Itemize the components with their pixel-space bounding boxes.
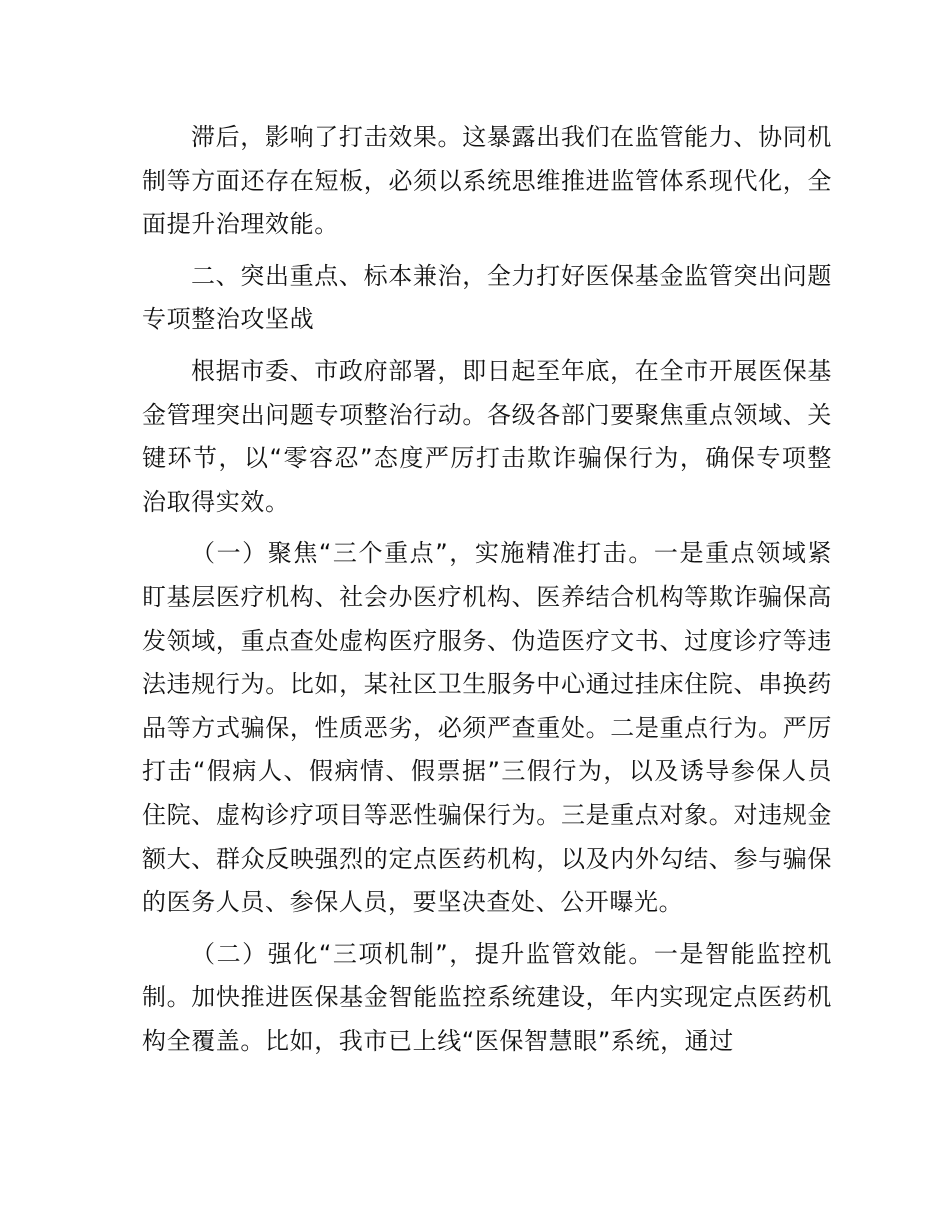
document-body	[142, 116, 832, 1063]
paragraph-deployment: 根据市委、市政府部署，即日起至年底，在全市开展医保基金管理突出问题专项整治行动。各级各部门要聚焦重点领域、关键环节，以“零容忍”态度严厉打击欺诈骗保行为，确保专项整治取得实效。	[142, 356, 832, 516]
paragraph-three-mechanisms: （二）强化“三项机制”，提升监管效能。一是智能监控机制。加快推进医保基金智能监控系统建设，年内实现定点医药机构全覆盖。比如，我市已上线“医保智慧眼”系统，通过	[142, 939, 832, 1055]
paragraph-continuation: 滞后，影响了打击效果。这暴露出我们在监管能力、协同机制等方面还存在短板，必须以系统思维推进监管体系现代化，全面提升治理效能。	[142, 123, 832, 239]
paragraph-three-focuses: （一）聚焦“三个重点”，实施精准打击。一是重点领域紧盯基层医疗机构、社会办医疗机构、医养结合机构等欺诈骗保高发领域，重点查处虚构医疗服务、伪造医疗文书、过度诊疗等违法违规行为。比如，某社区卫生服务中心通过挂床住院、串换药品等方式骗保，性质恶劣，必须严查重处。二是重点行为。严厉打击“假病人、假病情、假票据”三假行为，以及诱导参保人员住院、虚构诊疗项目等恶性骗保行为。三是重点对象。对违规金额大、群众反映强烈的定点医药机构，以及内外勾结、参与骗保的医务人员、参保人员，要坚决查处、公开曝光。	[142, 539, 832, 917]
section-heading-two: 二、突出重点、标本兼治，全力打好医保基金监管突出问题专项整治攻坚战	[142, 261, 832, 334]
